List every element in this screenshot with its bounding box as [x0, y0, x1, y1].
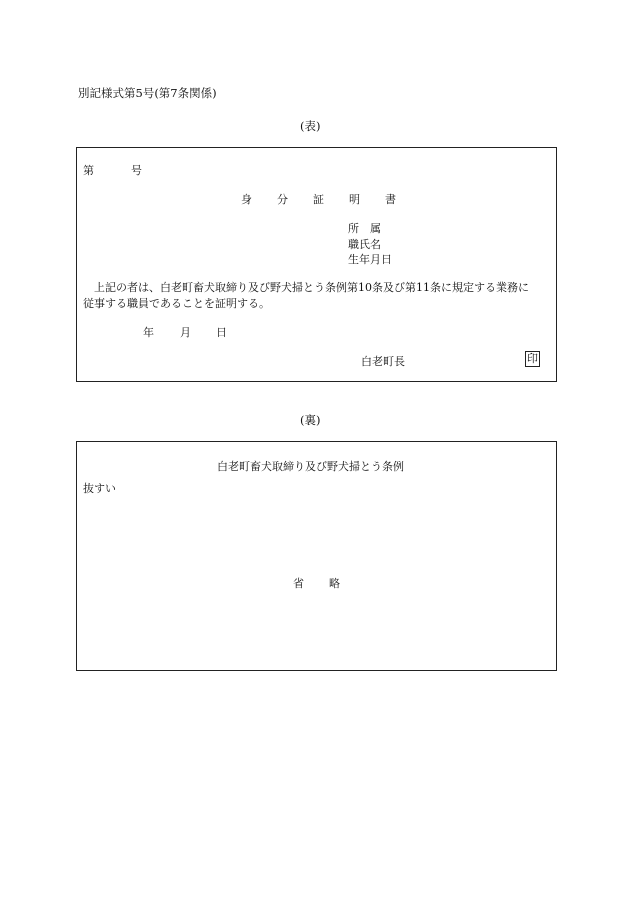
certification-text-line2: 従事する職員であることを証明する。	[83, 297, 270, 310]
omitted-char: 略	[329, 577, 340, 590]
title-char: 身	[241, 193, 252, 206]
date-month: 月	[180, 326, 191, 339]
back-card	[76, 441, 557, 671]
field-birthdate: 生年月日	[348, 253, 392, 266]
field-affiliation: 所 属	[348, 222, 381, 235]
seal-mark: 印	[527, 352, 538, 365]
certification-text-line1: 上記の者は、白老町畜犬取締り及び野犬掃とう条例第10条及び第11条に規定する業務に	[94, 281, 529, 294]
field-title-name: 職氏名	[348, 238, 381, 251]
ordinance-title: 白老町畜犬取締り及び野犬掃とう条例	[217, 460, 404, 473]
form-label: 別記様式第5号(第7条関係)	[78, 86, 217, 100]
title-char: 証	[313, 193, 324, 206]
date-year: 年	[143, 326, 154, 339]
back-side-label: (裏)	[300, 413, 321, 427]
number-suffix: 号	[131, 164, 142, 177]
excerpt-label: 抜すい	[83, 482, 116, 495]
title-char: 明	[349, 193, 360, 206]
front-card	[76, 147, 557, 382]
omitted-char: 省	[293, 577, 304, 590]
title-char: 書	[385, 193, 396, 206]
front-side-label: (表)	[300, 119, 321, 133]
date-day: 日	[216, 326, 227, 339]
issuer: 白老町長	[361, 355, 405, 368]
number-prefix: 第	[83, 164, 94, 177]
title-char: 分	[277, 193, 288, 206]
